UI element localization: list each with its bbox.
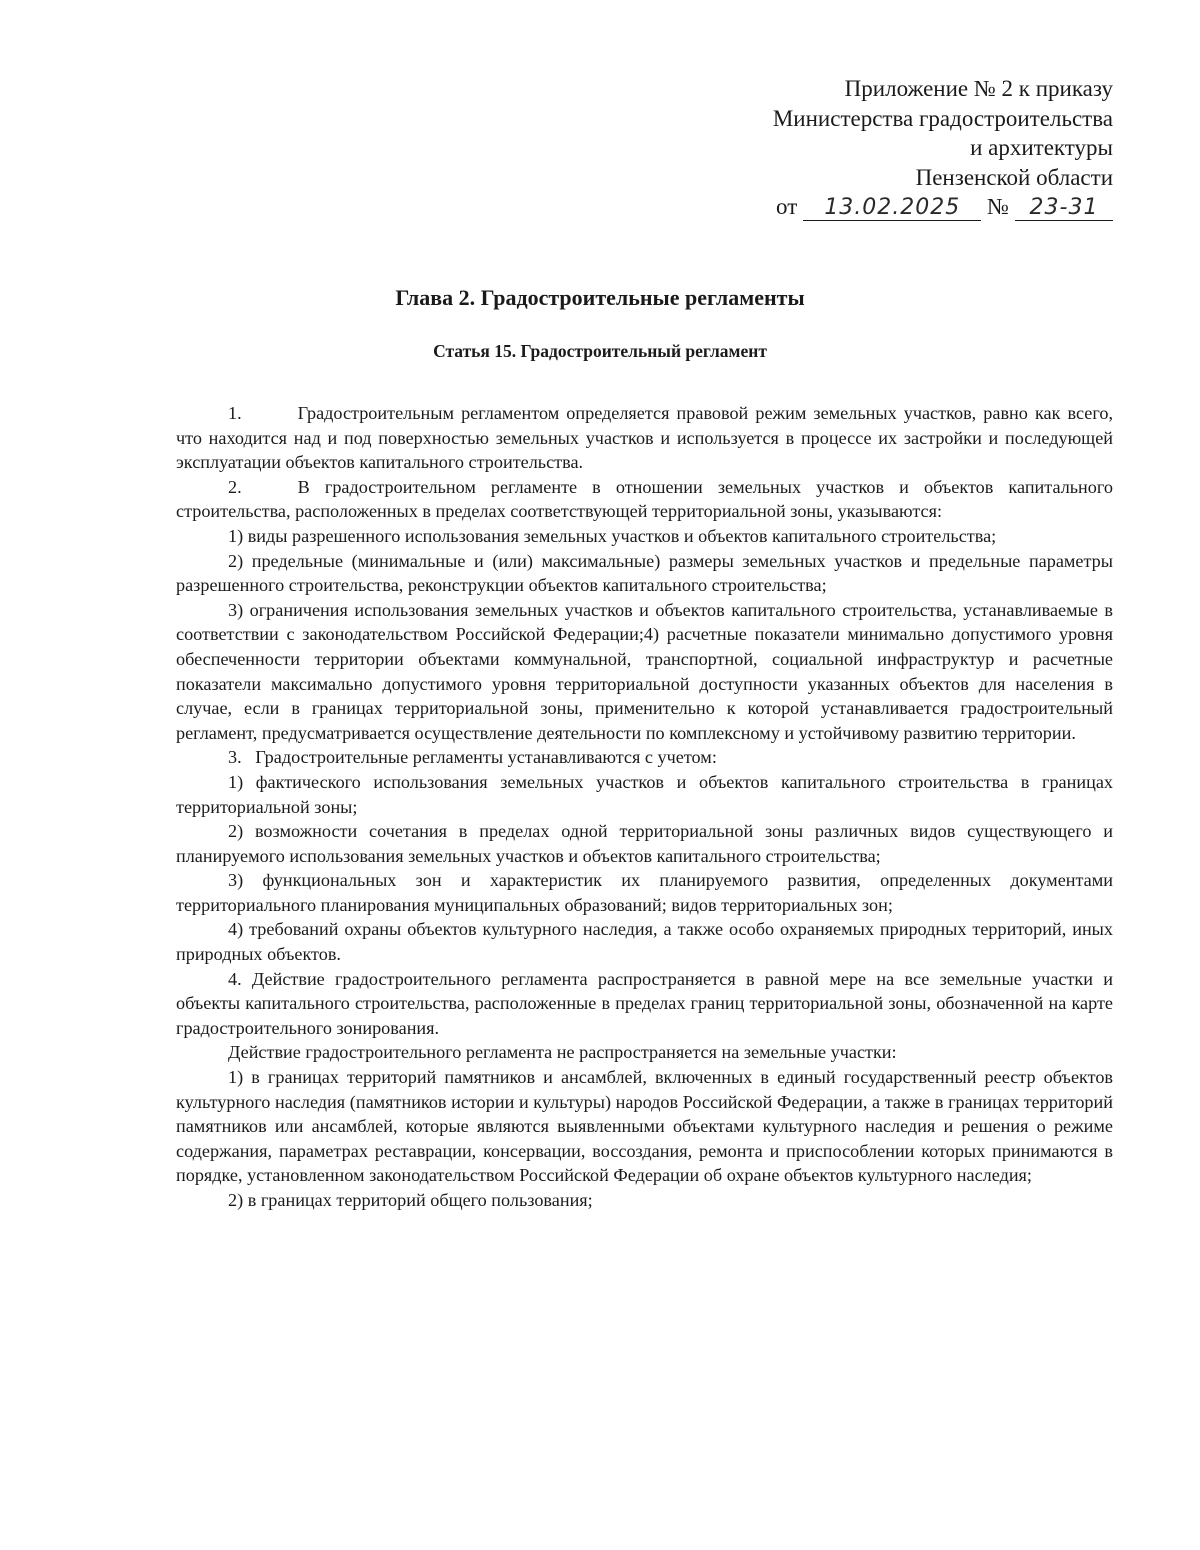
paragraph-text: Градостроительным регламентом определяется правовой режим земельных участков, равно как всего, что находится над и под поверхностью земельных участков и используется в процессе их застройки и последующей эксплуатации объектов капитального строительства. xyxy=(176,403,1113,473)
paragraph: 1) в границах территорий памятников и ансамблей, включенных в единый государственный реестр объектов культурного наследия (памятников истории и культуры) народов Российской Федерации, а также в границах территорий памятников или ансамблей, которые являются выявленными объектами культурного наследия и решения о режиме содержания, параметрах реставрации, консервации, воссоздания, ремонта и приспособлении которых принимаются в порядке, установленном законодательством Российской Федерации об охране объектов культурного наследия; xyxy=(176,1067,1113,1186)
paragraph xyxy=(176,401,1113,475)
paragraph: 4. Действие градостроительного регламента распространяется в равной мере на все земельные участки и объекты капитального строительства, расположенные в пределах границ территориальной зоны, обозначенной на карте градостроительного зонирования. xyxy=(176,968,1113,1038)
paragraph-number: 1. xyxy=(228,403,242,423)
header-line: Приложение № 2 к приказу xyxy=(844,76,1113,101)
paragraph: 3) функциональных зон и характеристик их планируемого развития, определенных документами территориального планирования муниципальных образований; видов территориальных зон; xyxy=(176,870,1113,915)
paragraph: 2) в границах территорий общего пользования; xyxy=(228,1190,593,1210)
paragraph: 1) виды разрешенного использования земельных участков и объектов капитального строительства; xyxy=(228,525,997,546)
paragraph: 2) предельные (минимальные и (или) максимальные) размеры земельных участков и предельные параметры разрешенного строительства, реконструкции объектов капитального строительства; xyxy=(176,550,1113,596)
paragraph: 2) возможности сочетания в пределах одной территориальной зоны различных видов существующего и планируемого использования земельных участков и объектов капитального строительства; xyxy=(176,821,1113,866)
order-reference-line xyxy=(773,192,1113,222)
paragraph-number: 2. xyxy=(228,476,242,497)
article-title: Статья 15. Градостроительный регламент xyxy=(433,341,767,361)
header-line: Пензенской области xyxy=(915,164,1113,190)
header-line: и архитектуры xyxy=(970,135,1113,160)
paragraph: Действие градостроительного регламента не распространяется на земельные участки: xyxy=(228,1042,897,1063)
paragraph: 3) ограничения использования земельных участков и объектов капитального строительства, устанавливаемые в соответствии с законодательством Российской Федерации;4) расчетные показатели минимально допустимого уровня обеспеченности территории объектами коммунальной, транспортной, социальной инфраструктур и расчетные показатели максимально допустимого уровня территориальной доступности указанных объектов для населения в случае, если в границах территориальной зоны, применительно к которой устанавливается градостроительный регламент, предусматривается осуществление деятельности по комплексному и устойчивому развитию территории. xyxy=(176,599,1113,743)
paragraph xyxy=(176,475,1113,524)
paragraph-text: В градостроительном регламенте в отношении земельных участков и объектов капитального строительства, расположенных в пределах соответствующей территориальной зоны, указываются: xyxy=(176,476,1113,522)
document-body xyxy=(176,401,1113,1213)
handwritten-date: 13.02.2025 xyxy=(803,196,981,221)
paragraph: 3. Градостроительные регламенты устанавливаются с учетом: xyxy=(228,747,717,768)
paragraph: 1) фактического использования земельных участков и объектов капитального строительства в границах территориальной зоны; xyxy=(176,771,1113,817)
appendix-header xyxy=(773,74,1113,222)
handwritten-number: 23-31 xyxy=(1015,196,1113,221)
from-label: от xyxy=(776,194,798,219)
number-label: № xyxy=(987,194,1009,219)
paragraph: 4) требований охраны объектов культурного наследия, а также особо охраняемых природных территорий, иных природных объектов. xyxy=(176,919,1113,965)
chapter-title: Глава 2. Градостроительные регламенты xyxy=(395,285,805,310)
header-line: Министерства градостроительства xyxy=(772,105,1113,131)
